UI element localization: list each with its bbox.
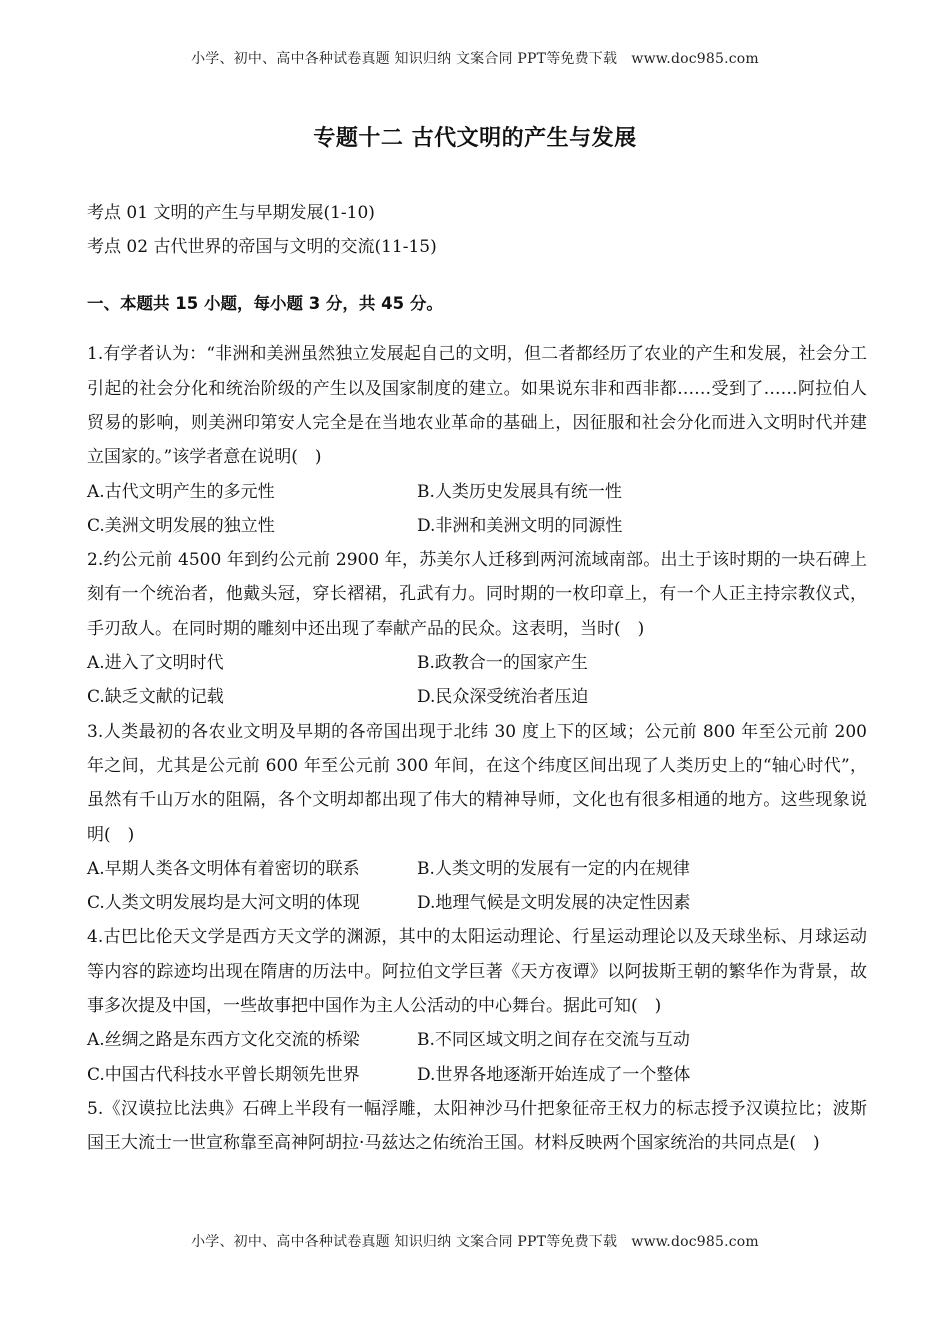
question-1-option-d: D.非洲和美洲文明的同源性 (417, 515, 623, 536)
question-2-options (87, 646, 867, 715)
question-3-option-d: D.地理气候是文明发展的决定性因素 (417, 893, 691, 914)
question-1-option-c: C.美洲文明发展的独立性 (87, 515, 275, 536)
page-footer: 小学、初中、高中各种试卷真题 知识归纳 文案合同 PPT等免费下载 www.doc985.com (191, 1234, 759, 1250)
question-1-option-a: A.古代文明产生的多元性 (87, 481, 275, 502)
page-title: 专题十二 古代文明的产生与发展 (313, 126, 637, 151)
question-1-options (87, 475, 867, 544)
question-4-option-b: B.不同区域文明之间存在交流与互动 (417, 1030, 690, 1051)
question-3-option-a: A.早期人类各文明体有着密切的联系 (87, 858, 360, 879)
section-heading: 一、本题共 15 小题，每小题 3 分，共 45 分。 (87, 293, 443, 313)
question-3-option-c: C.人类文明发展均是大河文明的体现 (87, 893, 360, 914)
question-4-stem: 4.古巴比伦天文学是西方天文学的渊源，其中的太阳运动理论、行星运动理论以及天球坐标、月球运动等内容的踪迹均出现在隋唐的历法中。阿拉伯文学巨著《天方夜谭》以阿拔斯王朝的繁华作为背景，故事多次提及中国，一些故事把中国作为主人公活动的中心舞台。据此可知( ) (87, 927, 867, 1017)
kaodian-1: 考点 01 文明的产生与早期发展(1-10) (87, 203, 375, 223)
question-4-option-c: C.中国古代科技水平曾长期领先世界 (87, 1064, 360, 1085)
question-3-option-b: B.人类文明的发展有一定的内在规律 (417, 858, 690, 879)
question-1-stem: 1.有学者认为：“非洲和美洲虽然独立发展起自己的文明，但二者都经历了农业的产生和发展，社会分工引起的社会分化和统治阶级的产生以及国家制度的建立。如果说东非和西非都……受到了……阿拉伯人贸易的影响，则美洲印第安人完全是在当地农业革命的基础上，因征服和社会分化而进入文明时代并建立国家的。”该学者意在说明( ) (87, 344, 867, 468)
question-5-stem: 5.《汉谟拉比法典》石碑上半段有一幅浮雕，太阳神沙马什把象征帝王权力的标志授予汉谟拉比；波斯国王大流士一世宣称靠至高神阿胡拉·马兹达之佑统治王国。材料反映两个国家统治的共同点是( ) (87, 1098, 867, 1154)
question-2-stem: 2.约公元前 4500 年到约公元前 2900 年，苏美尔人迁移到两河流域南部。出土于该时期的一块石碑上刻有一个统治者，他戴头冠，穿长褶裙，孔武有力。同时期的一枚印章上，有一个人正主持宗教仪式，手刃敌人。在同时期的雕刻中还出现了奉献产品的民众。这表明，当时( ) (87, 550, 867, 639)
question-1-option-b: B.人类历史发展具有统一性 (417, 481, 622, 502)
question-2-option-a: A.进入了文明时代 (87, 653, 224, 674)
question-2-option-b: B.政教合一的国家产生 (417, 653, 588, 674)
question-3-stem: 3.人类最初的各农业文明及早期的各帝国出现于北纬 30 度上下的区域；公元前 800 年至公元前 200 年之间，尤其是公元前 600 年至公元前 300 年间，在这个纬度区间出现了人类历史上的“轴心时代”，虽然有千山万水的阻隔，各个文明却都出现了伟大的精神导师，文化也有很多相通的地方。这些现象说明( ) (87, 721, 867, 845)
document-body (87, 196, 867, 1161)
kaodian-2: 考点 02 古代世界的帝国与文明的交流(11-15) (87, 237, 437, 258)
question-4-option-d: D.世界各地逐渐开始连成了一个整体 (417, 1064, 691, 1085)
question-2-option-c: C.缺乏文献的记载 (87, 687, 224, 708)
question-4-option-a: A.丝绸之路是东西方文化交流的桥梁 (87, 1030, 360, 1051)
question-2-option-d: D.民众深受统治者压迫 (417, 687, 589, 708)
question-3-options (87, 852, 867, 921)
question-4-options (87, 1023, 867, 1092)
page-header: 小学、初中、高中各种试卷真题 知识归纳 文案合同 PPT等免费下载 www.doc985.com (191, 51, 759, 67)
